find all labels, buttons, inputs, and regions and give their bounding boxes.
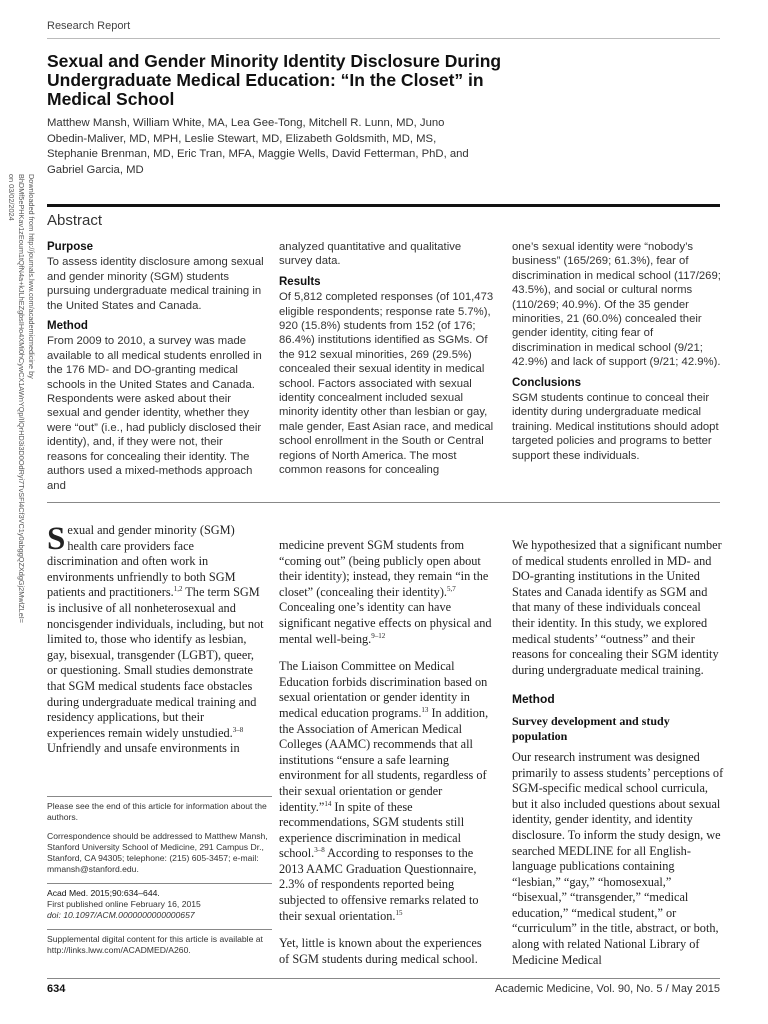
citation: Acad Med. 2015;90:634–644.: [47, 888, 160, 898]
purpose-text: To assess identity disclosure among sexual and gender minority (SGM) students pursuing undergraduate medical training in the United States and Canada.: [47, 256, 264, 312]
method-subheading: Survey development and study population: [512, 713, 670, 743]
body-paragraph: Our research instrument was designed primarily to assess students’ perceptions of SGM-specific medical school curricula, but it also included questions about sexual identity, gender identity, and identity disclosure. To inform the study design, we searched MEDLINE for all English-language publications containing “lesbian,” “gay,” “homosexual,” “bisexual,” “transgender,” “medical education,” “medical student,” or “curriculum” in the title, abstract, or both, along with related National Library of Medicine Medical: [512, 749, 724, 967]
watermark-text: Downloaded from http://journals.lww.com/academicmedicine by BhDMf5ePHKav1zEoum1tQfN4a+kJLhEZgbsIHo4XMi0hCywCX1AWnYQp/IlQrHD3i3D0OdRyi7TvSFl4Cf3VC1y0abggQZXdgGj2MwlZLeI= on 03/02/2024: [7, 174, 36, 624]
method-text-continued: analyzed quantitative and qualitative survey data.: [279, 241, 462, 268]
notes-divider: [47, 883, 272, 884]
results-text-continued: one’s sexual identity were “nobody’s business” (165/269; 61.3%), fear of discrimination in medical school (117/269; 43.5%), and social or cultural norms (110/269; 40.9%). Of the 35 gender minorities, 21 (60.0%) concealed their gender identity, citing fear of discrimination in medical school (9/21; 42.9%) and lack of support (9/21; 42.9%).: [512, 241, 721, 369]
method-heading: Method: [47, 320, 88, 333]
method-text: From 2009 to 2010, a survey was made available to all medical students enrolled in the 176 MD- and DO-granting medical schools in the United States and Canada. Respondents were asked about their sexual and gender identity, whether they were “out” (i.e., had publicly disclosed their identity), and, if they were not, their reasons for concealing their identity. The authors used a mixed-methods approach and: [47, 335, 262, 492]
abstract-top-rule: [47, 204, 720, 207]
notes-divider: [47, 796, 272, 797]
body-paragraph: Yet, little is known about the experiences of SGM students during medical school.: [279, 936, 482, 966]
purpose-heading: Purpose: [47, 241, 94, 253]
footer-divider: [47, 978, 720, 979]
abstract-bottom-rule: [47, 502, 720, 503]
body-paragraph: The Liaison Committee on Medical Education forbids discrimination based on sexual orientation or gender identity in medical education programs.$^{13}$ In addition, the Association of American Medical Colleges (AAMC) recommends that all institutions “ensure a safe learning environment for all students, regardless of their sexual orientation or gender identity.”$^{14}$ In spite of these recommendations, SGM students still experience discrimination in medical school.$^{3-8}$ According to responses to the 2013 AAMC Graduation Questionnaire, 2.3% of respondents reported being subjected to offensive remarks related to their sexual orientation.$^{15}$: [279, 659, 489, 923]
body-paragraph: We hypothesized that a significant number of medical students enrolled in MD- and DO-granting institutions in the United States and Canada identify as SGM and that many of these individuals conceal their identity. In this study, we explored medical students’ “outness” and their reasons for concealing their SGM identity during undergraduate medical training.: [512, 538, 722, 677]
method-section-heading: Method: [512, 692, 555, 707]
online-date: First published online February 16, 2015: [47, 899, 201, 909]
journal-reference: Academic Medicine, Vol. 90, No. 5 / May 2015: [494, 983, 720, 995]
abstract-column-1: [47, 240, 265, 499]
header-divider: [47, 38, 720, 39]
conclusions-heading: Conclusions: [512, 376, 582, 389]
supplemental-note: Supplemental digital content for this article is available at http://links.lww.com/ACADMED/A260.: [47, 934, 263, 955]
intro-paragraph: Sexual and gender minority (SGM) health care providers face discrimination and often work in environments unfriendly to both SGM patients and practitioners.$^{1,2}$ The term SGM is inclusive of all nonheterosexual and noncisgender individuals, including, but not limited to, those who identify as lesbian, gay, bisexual, transgender (LGBT), queer, or questioning. Small studies demonstrate that SGM medical students face obstacles during undergraduate medical training and residency applications, but their experiences remain widely unstudied.$^{3-8}$ Unfriendly and unsafe environments in: [47, 521, 264, 756]
section-label: Research Report: [47, 20, 131, 32]
conclusions-text: SGM students continue to conceal their identity during undergraduate medical training. Medical institutions should adopt targeted policies and programs to better support these individuals.: [512, 392, 719, 462]
abstract-column-3: [512, 240, 722, 469]
download-watermark: [7, 174, 36, 624]
body-paragraph: medicine prevent SGM students from “coming out” (being publicly open about their identity); instead, they remain “in the closet” (concealing their identity).$^{5,7}$ Concealing one’s identity can have significant negative effects on physical and mental well-being.$^{9-12}$: [279, 538, 492, 646]
page-number: 634: [47, 983, 66, 995]
notes-divider: [47, 929, 272, 930]
results-text: Of 5,812 completed responses (of 101,473 eligible respondents; response rate 5.7%), 920 (15.8%) students from 152 (of 176; 86.4%) institutions identified as SGMs. Of the 912 sexual minorities, 269 (29.5%) concealed their sexual identity in medical school. Factors associated with sexual identity concealment included sexual minority identity other than lesbian or gay, male gender, East Asian race, and medical school enrollment in the South or Central regions of North America. The most common reasons for concealing: [279, 291, 494, 477]
body-column-2: [279, 538, 494, 979]
abstract-heading: Abstract: [47, 212, 103, 229]
article-notes: [47, 796, 272, 964]
body-column-3: [512, 538, 724, 980]
abstract-column-2: [279, 240, 497, 484]
article-title: Sexual and Gender Minority Identity Disclosure During Undergraduate Medical Education: “In the Closet” in Medical School: [47, 51, 502, 109]
drop-cap: S: [47, 521, 66, 557]
doi: doi: 10.1097/ACM.0000000000000657: [47, 910, 195, 920]
correspondence-note: Correspondence should be addressed to Matthew Mansh, Stanford University School of Medicine, 291 Campus Dr., Stanford, CA 94305; telephone: (215) 605-3457; e-mail: mmansh@stanford.edu.: [47, 831, 268, 874]
results-heading: Results: [279, 275, 321, 288]
citation-block: [47, 888, 272, 921]
author-info-note: Please see the end of this article for information about the authors.: [47, 801, 267, 822]
author-list: Matthew Mansh, William White, MA, Lea Gee-Tong, Mitchell R. Lunn, MD, Juno Obedin-Maliver, MD, MPH, Leslie Stewart, MD, Elizabeth Goldsmith, MD, MS, Stephanie Brenman, MD, Eric Tran, MFA, Maggie Wells, David Fetterman, PhD, and Gabriel Garcia, MD: [47, 117, 469, 176]
body-column-1: [47, 523, 265, 769]
